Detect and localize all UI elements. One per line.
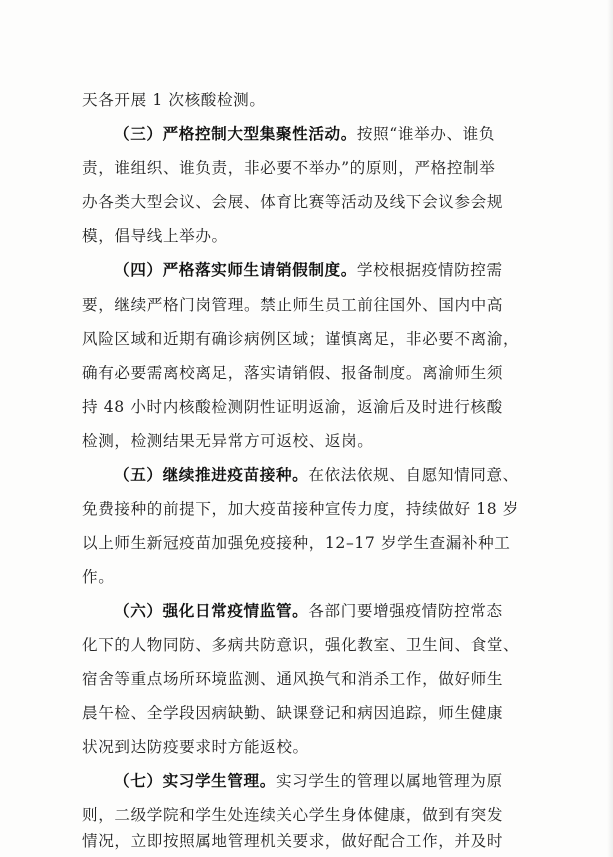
section-heading: （三）严格控制大型集聚性活动。 xyxy=(114,124,357,143)
body-text: 免费接种的前提下，加大疫苗接种宣传力度，持续做好 18 岁 xyxy=(82,500,519,518)
body-text: 各部门要增强疫情防控常态 xyxy=(308,602,503,620)
text-line xyxy=(82,634,542,656)
body-text: 化下的人物同防、多病共防意识，强化教室、卫生间、食堂、 xyxy=(82,636,520,654)
text-line xyxy=(82,668,542,690)
text-line xyxy=(82,804,542,826)
body-text: 则，二级学院和学生处连续关心学生身体健康，做到有突发 xyxy=(82,806,504,824)
body-text: 持 48 小时内核酸检测阴性证明返渝，返渝后及时进行核酸 xyxy=(82,398,503,416)
body-text: 状况到达防疫要求时方能返校。 xyxy=(82,738,309,756)
body-text: 按照“谁举办、谁负 xyxy=(356,125,496,143)
text-line xyxy=(114,770,542,792)
text-line xyxy=(82,702,542,724)
text-line xyxy=(82,736,542,758)
body-text: 实习学生的管理以属地管理为原 xyxy=(275,772,503,790)
text-line xyxy=(82,532,542,554)
text-line xyxy=(114,123,542,145)
text-line xyxy=(82,396,542,418)
text-line xyxy=(82,566,542,588)
section-heading: （六）强化日常疫情监管。 xyxy=(114,601,309,620)
text-line xyxy=(82,328,542,350)
section-heading: （七）实习学生管理。 xyxy=(114,771,276,790)
text-line xyxy=(82,157,542,179)
body-text: 模，倡导线上举办。 xyxy=(82,227,228,245)
body-text: 责，谁组织、谁负责，非必要不举办”的原则，严格控制举 xyxy=(82,159,496,177)
section-heading: （四）严格落实师生请销假制度。 xyxy=(114,260,357,279)
section-heading: （五）继续推进疫苗接种。 xyxy=(114,465,309,484)
text-line xyxy=(114,259,542,281)
text-line xyxy=(82,430,542,452)
body-text: 学校根据疫情防控需 xyxy=(356,261,503,279)
body-text: 情况，立即按照属地管理机关要求，做好配合工作，并及时 xyxy=(82,832,504,850)
body-text: 在依法依规、自愿知情同意、 xyxy=(308,466,519,484)
body-text: 要，继续严格门岗管理。禁止师生员工前往国外、国内中高 xyxy=(82,296,504,314)
text-line xyxy=(114,600,542,622)
body-text: 以上师生新冠疫苗加强免疫接种，12–17 岁学生查漏补种工 xyxy=(82,534,511,552)
text-line xyxy=(82,89,542,111)
body-text: 确有必要需离校离足，落实请销假、报备制度。离渝师生须 xyxy=(82,364,504,382)
text-line xyxy=(114,464,542,486)
body-text: 作。 xyxy=(82,568,115,586)
body-text: 风险区域和近期有确诊病例区域；谨慎离足，非必要不离渝， xyxy=(82,330,520,348)
body-text: 检测，检测结果无异常方可返校、返岗。 xyxy=(82,432,374,450)
text-line xyxy=(82,498,542,520)
text-line xyxy=(82,225,542,247)
body-text: 宿舍等重点场所环境监测、通风换气和消杀工作，做好师生 xyxy=(82,670,504,688)
body-text: 天各开展 1 次核酸检测。 xyxy=(82,91,266,109)
text-line xyxy=(82,362,542,384)
body-text: 晨午检、全学段因病缺勤、缺课登记和病因追踪，师生健康 xyxy=(82,704,504,722)
text-line xyxy=(82,294,542,316)
body-text: 办各类大型会议、会展、体育比赛等活动及线下会议参会规 xyxy=(82,193,504,211)
text-line xyxy=(82,191,542,213)
text-line xyxy=(82,830,542,852)
